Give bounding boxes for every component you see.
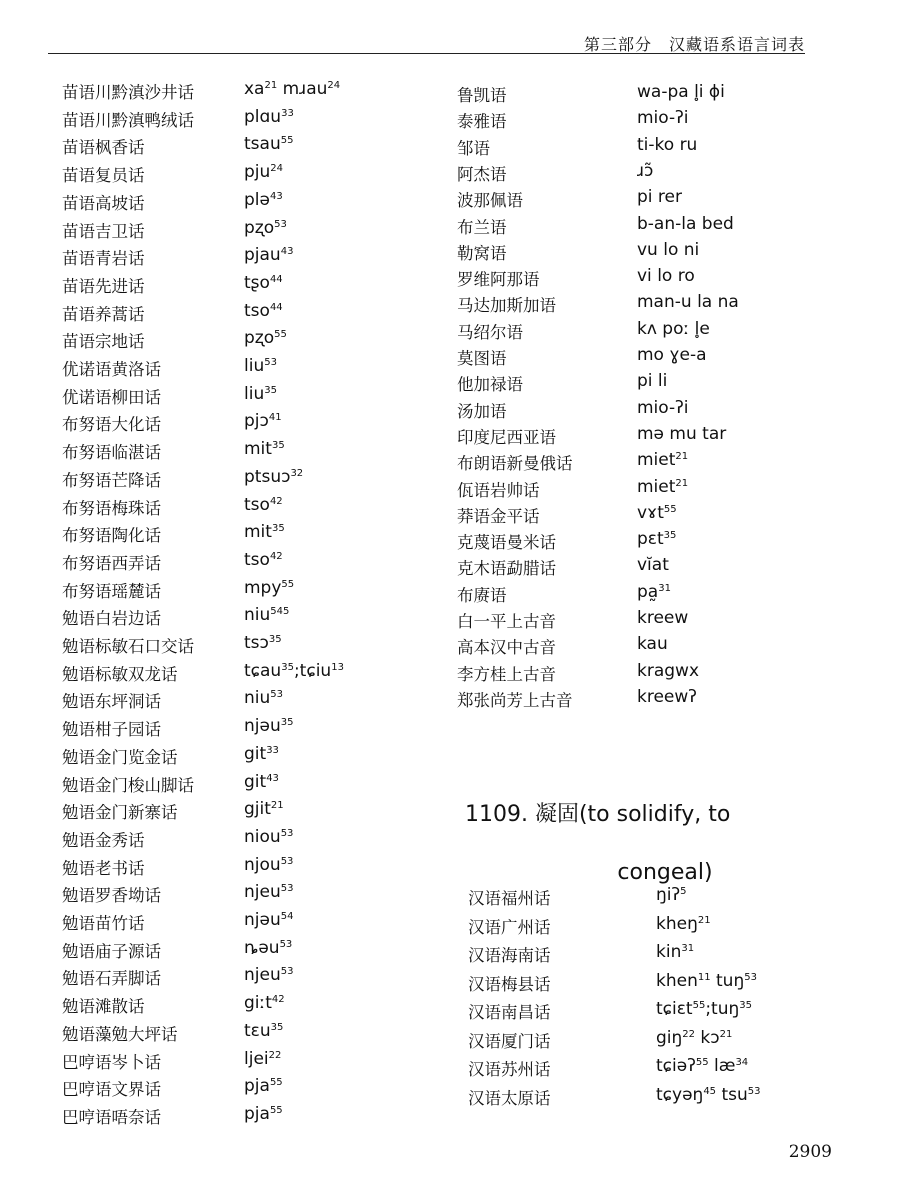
- word-form: tso$^{44}$: [244, 300, 283, 321]
- language-name: 苗语枫香话: [62, 138, 145, 158]
- word-form: tɕiɛt$^{55}$;tuŋ$^{35}$: [656, 999, 753, 1019]
- language-name: 苗语吉卫话: [62, 221, 145, 241]
- language-name: 苗语宗地话: [62, 332, 145, 352]
- language-name: 勉语石弄脚话: [62, 969, 161, 989]
- language-name: 印度尼西亚语: [457, 427, 556, 447]
- word-form: pa̰$^{31}$: [637, 581, 671, 602]
- language-name: 布赓语: [457, 585, 507, 605]
- word-form: tɛu$^{35}$: [244, 1020, 284, 1041]
- word-form: liu$^{35}$: [244, 383, 277, 404]
- word-form: mpy$^{55}$: [244, 577, 295, 598]
- language-name: 优诺语柳田话: [62, 387, 161, 407]
- word-form: kreewʔ: [637, 686, 697, 707]
- word-form: kin$^{31}$: [656, 942, 695, 962]
- language-name: 克木语勐腊话: [457, 559, 556, 579]
- page-number: 2909: [788, 1142, 832, 1162]
- language-name: 巴哼语文界话: [62, 1080, 161, 1100]
- language-name: 勉语老书话: [62, 858, 145, 878]
- language-name: 汉语梅县话: [468, 974, 551, 994]
- header-rule: [48, 53, 805, 54]
- language-name: 鲁凯语: [457, 86, 507, 105]
- word-form: kheŋ$^{21}$: [656, 913, 711, 934]
- language-name: 汉语太原话: [468, 1088, 551, 1108]
- word-form: tsau$^{55}$: [244, 134, 294, 155]
- language-name: 汤加语: [457, 401, 507, 421]
- language-name: 勉语金秀话: [62, 830, 145, 850]
- section-title-line1: 1109. 凝固(to solidify, to: [465, 802, 731, 827]
- language-name: 勉语庙子源话: [62, 941, 161, 961]
- word-form: kreew: [637, 608, 689, 628]
- word-form: man-u la na: [637, 292, 739, 313]
- word-form: njəu$^{35}$: [244, 716, 294, 737]
- language-name: 邹语: [457, 138, 490, 158]
- word-form: ŋiʔ$^5$: [656, 885, 687, 905]
- language-name: 布努语西弄话: [62, 553, 161, 573]
- language-name: 勉语金门览金话: [62, 747, 178, 767]
- language-name: 苗语川黔滇鸭绒话: [62, 110, 194, 130]
- language-name: 苗语养蒿话: [62, 304, 145, 324]
- word-form: pʐo$^{53}$: [244, 217, 287, 238]
- language-name: 巴哼语岑卜话: [62, 1052, 161, 1072]
- word-form: tsɔ$^{35}$: [244, 633, 282, 653]
- word-form: niu$^{545}$: [244, 605, 290, 626]
- word-form: tso$^{42}$: [244, 549, 283, 570]
- language-name: 莽语金平话: [457, 506, 540, 526]
- word-form: pjau$^{43}$: [244, 245, 294, 266]
- word-form: vĭat: [637, 555, 669, 576]
- running-header: [48, 28, 805, 54]
- word-form: pjɔ$^{41}$: [244, 411, 282, 432]
- language-name: 布朗语新曼俄话: [457, 454, 573, 474]
- word-form: kʌ poː l̥e: [637, 318, 710, 339]
- word-form: pja$^{55}$: [244, 1076, 283, 1097]
- word-form: khen$^{11}$ tuŋ$^{53}$: [656, 970, 757, 991]
- language-name: 汉语苏州话: [468, 1060, 551, 1079]
- language-name: 巴哼语唔奈话: [62, 1107, 161, 1127]
- language-name: 勉语柑子园话: [62, 720, 161, 740]
- language-name: 布努语陶化话: [62, 526, 161, 546]
- language-name: 罗维阿那语: [457, 270, 540, 290]
- word-form: mo ɣe-a: [637, 345, 707, 365]
- word-form: vi lo ro: [637, 266, 695, 287]
- language-name: 勉语白岩边话: [62, 609, 161, 629]
- language-name: 波那佩语: [457, 191, 523, 211]
- language-name: 苗语先进话: [62, 276, 145, 296]
- word-form: giŋ$^{22}$ kɔ$^{21}$: [656, 1027, 733, 1048]
- word-form: ljei$^{22}$: [244, 1048, 282, 1069]
- word-form: mit$^{35}$: [244, 522, 285, 543]
- word-form: mə mu tar: [637, 423, 727, 444]
- word-form: ɹɔ̃: [637, 160, 654, 181]
- word-form: vu lo ni: [637, 239, 700, 260]
- word-form: tɕyəŋ$^{45}$ tsu$^{53}$: [656, 1084, 761, 1105]
- language-name: 布努语梅珠话: [62, 498, 161, 518]
- language-name: 汉语厦门话: [468, 1031, 551, 1051]
- word-form: pʐo$^{55}$: [244, 328, 287, 349]
- word-form: kau: [637, 634, 668, 655]
- language-name: 勒窝语: [457, 243, 507, 263]
- language-name: 佤语岩帅话: [457, 480, 540, 500]
- language-name: 苗语川黔滇沙井话: [62, 83, 194, 102]
- language-name: 苗语高坡话: [62, 193, 145, 213]
- word-form: niou$^{53}$: [244, 826, 294, 847]
- language-name: 勉语金门新寨话: [62, 803, 178, 823]
- language-name: 勉语藻勉大坪话: [62, 1024, 178, 1044]
- language-name: 勉语东坪洞话: [62, 692, 161, 712]
- word-form: njou$^{53}$: [244, 854, 294, 875]
- word-form: ti-ko ru: [637, 134, 698, 155]
- language-name: 汉语广州话: [468, 917, 551, 937]
- language-name: 勉语罗香坳话: [62, 886, 161, 906]
- language-name: 汉语南昌话: [468, 1003, 551, 1022]
- language-name: 布努语瑶麓话: [62, 581, 161, 601]
- word-form: pja$^{55}$: [244, 1103, 283, 1124]
- word-form: plɑu$^{33}$: [244, 106, 294, 127]
- section-title-line2: congeal): [617, 860, 713, 885]
- word-form: giːt$^{42}$: [244, 993, 285, 1014]
- word-form: mit$^{35}$: [244, 439, 285, 460]
- language-name: 泰雅语: [457, 112, 507, 132]
- word-form: tɕau$^{35}$;tɕiu$^{13}$: [244, 660, 344, 681]
- language-name: 汉语海南话: [468, 946, 551, 965]
- language-name: 白一平上古音: [457, 612, 556, 631]
- word-form: miet$^{21}$: [637, 450, 689, 471]
- language-name: 勉语标敏石口交话: [62, 637, 194, 656]
- header-title: 第三部分 汉藏语系语言词表: [583, 35, 805, 54]
- word-form: git$^{33}$: [244, 743, 279, 764]
- word-form: pi li: [637, 371, 668, 392]
- language-name: 克蔑语曼米话: [457, 533, 556, 553]
- language-name: 汉语福州话: [468, 889, 551, 908]
- language-name: 郑张尚芳上古音: [457, 690, 573, 710]
- word-form: vɤt$^{55}$: [637, 502, 677, 523]
- word-form: wa-pa l̥i ɸi: [637, 82, 725, 102]
- word-form: plə$^{43}$: [244, 189, 283, 210]
- word-form: njəu$^{54}$: [244, 910, 294, 930]
- word-form: tɕiəʔ$^{55}$ $læ^{34}$: [656, 1056, 749, 1076]
- language-name: 高本汉中古音: [457, 638, 556, 658]
- word-form: git$^{43}$: [244, 771, 279, 792]
- word-form: tso$^{42}$: [244, 494, 283, 515]
- language-name: 苗语复员话: [62, 166, 145, 186]
- language-name: 苗语青岩话: [62, 249, 145, 269]
- word-form: ptsuɔ$^{32}$: [244, 466, 304, 487]
- language-name: 阿杰语: [457, 164, 507, 184]
- word-form: pju$^{24}$: [244, 162, 284, 183]
- language-name: 莫图语: [457, 349, 507, 368]
- language-name: 勉语苗竹话: [62, 914, 145, 933]
- language-name: 李方桂上古音: [457, 664, 556, 684]
- word-form: gjit$^{21}$: [244, 799, 284, 820]
- language-name: 布兰语: [457, 217, 507, 237]
- word-form: njeu$^{53}$: [244, 882, 294, 903]
- word-form: njeu$^{53}$: [244, 965, 294, 986]
- word-form: mio-ʔi: [637, 397, 689, 418]
- word-form: liu$^{53}$: [244, 356, 277, 376]
- language-name: 勉语标敏双龙话: [62, 664, 178, 684]
- word-form: pɛt$^{35}$: [637, 529, 677, 550]
- language-name: 马达加斯加语: [457, 296, 556, 316]
- word-form: kragwx: [637, 660, 700, 681]
- word-form: tʂo$^{44}$: [244, 272, 283, 293]
- word-form: $xa^{21}$ mɹau$^{24}$: [244, 79, 341, 99]
- language-name: 马绍尔语: [457, 322, 523, 342]
- language-name: 布努语大化话: [62, 415, 161, 435]
- word-form: pi rer: [637, 187, 682, 208]
- language-name: 布努语芒降话: [62, 470, 161, 490]
- word-form: niu$^{53}$: [244, 688, 284, 709]
- language-name: 布努语临湛话: [62, 443, 161, 463]
- language-name: 勉语金门梭山脚话: [62, 775, 194, 795]
- word-form: mio-ʔi: [637, 108, 689, 129]
- word-form: miet$^{21}$: [637, 476, 689, 497]
- language-name: 他加禄语: [457, 375, 523, 395]
- language-name: 优诺语黄洛话: [62, 360, 161, 379]
- word-form: ȵəu$^{53}$: [244, 937, 293, 958]
- word-form: b-an-la bed: [637, 213, 734, 234]
- language-name: 勉语滩散话: [62, 997, 145, 1017]
